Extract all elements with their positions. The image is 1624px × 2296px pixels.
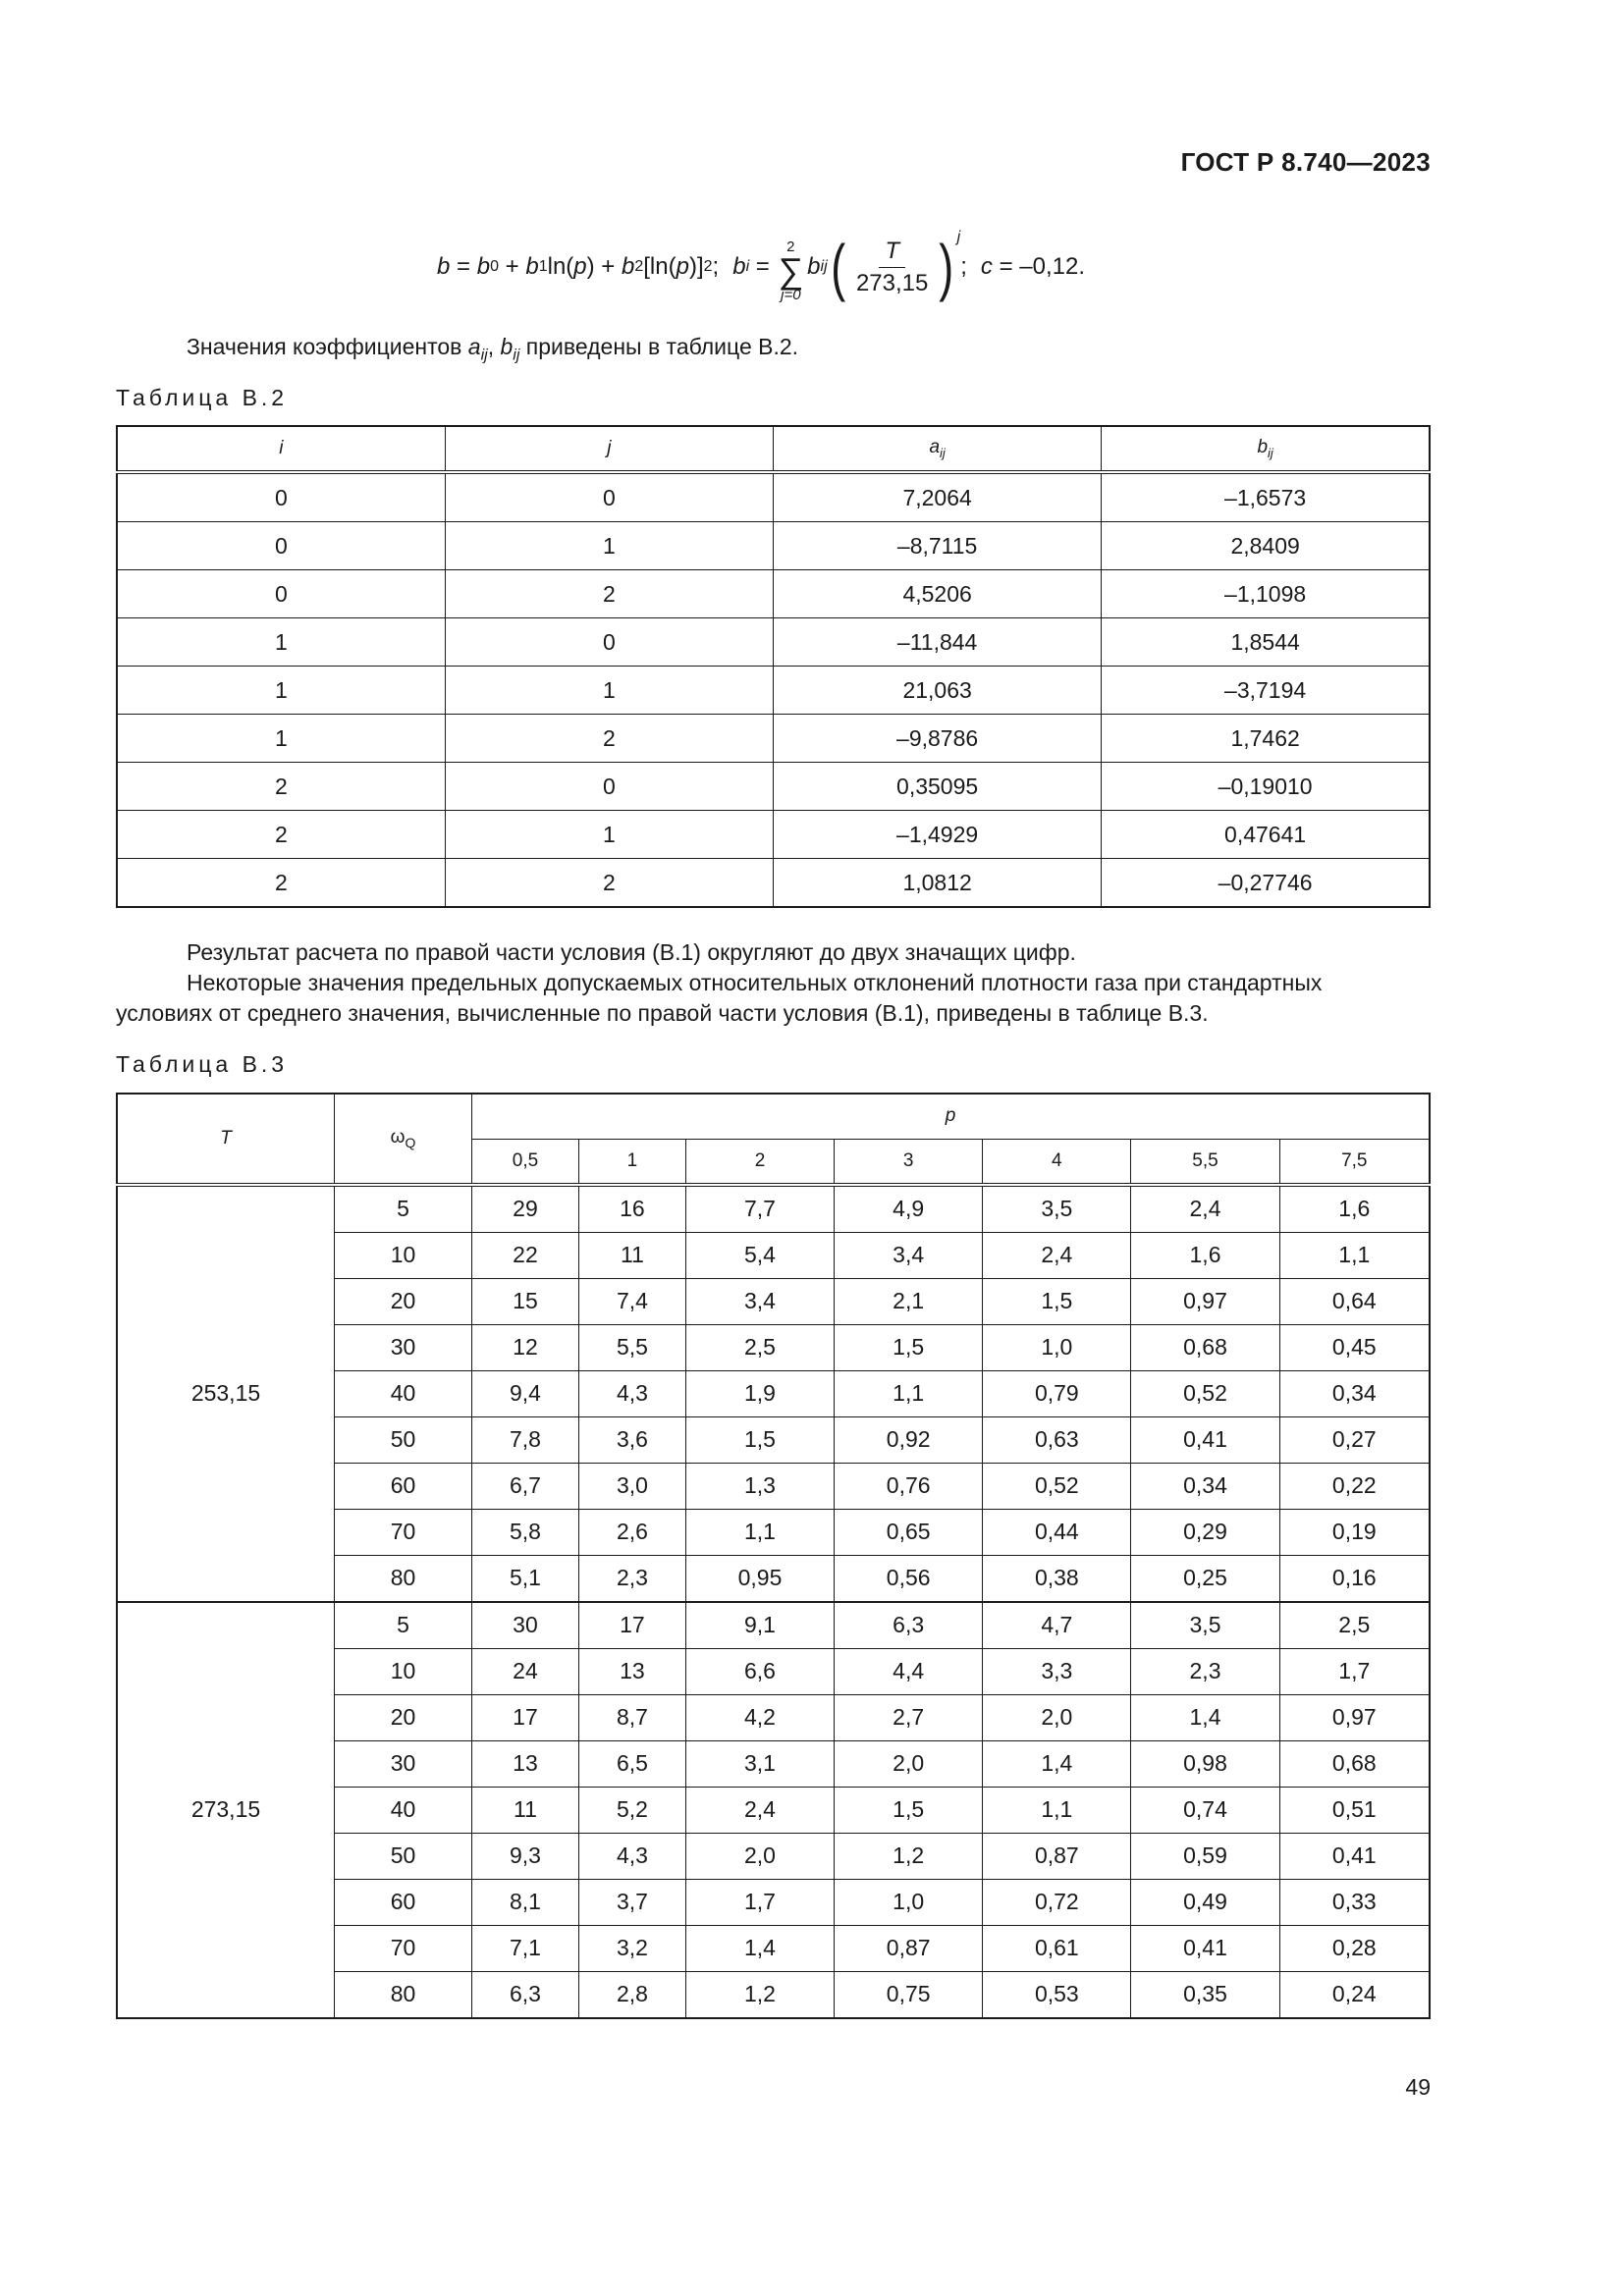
table-cell: 13 xyxy=(472,1740,579,1787)
table-b3 xyxy=(116,1093,1431,2019)
table-cell: 0,33 xyxy=(1279,1879,1430,1925)
formula-symbol: p xyxy=(573,253,587,280)
table-cell: 3,4 xyxy=(685,1278,834,1324)
column-header xyxy=(774,426,1102,472)
formula-symbol: b xyxy=(437,253,451,280)
table-cell: 0,68 xyxy=(1279,1740,1430,1787)
table-cell: 29 xyxy=(472,1185,579,1233)
table-cell: 0,47641 xyxy=(1102,811,1430,859)
table-cell: 2,4 xyxy=(1131,1185,1279,1233)
table-cell: 2,5 xyxy=(1279,1602,1430,1649)
temperature-cell: 253,15 xyxy=(117,1185,335,1602)
table-cell: 0,25 xyxy=(1131,1555,1279,1602)
pressure-header: 0,5 xyxy=(472,1139,579,1185)
table-b2 xyxy=(116,425,1431,908)
table-cell: 0,64 xyxy=(1279,1278,1430,1324)
table-cell: 0 xyxy=(117,570,445,618)
table-cell: 24 xyxy=(472,1648,579,1694)
formula-exponent: j xyxy=(956,229,961,245)
table-cell: 6,7 xyxy=(472,1463,579,1509)
table-cell: 5,8 xyxy=(472,1509,579,1555)
formula-symbol: p xyxy=(676,253,689,280)
temperature-cell: 273,15 xyxy=(117,1602,335,2018)
formula-separator: ; xyxy=(712,253,720,280)
table-cell: 3,3 xyxy=(983,1648,1131,1694)
table-cell: 21,063 xyxy=(774,667,1102,715)
table-cell: 0,27 xyxy=(1279,1416,1430,1463)
table-cell: 3,5 xyxy=(1131,1602,1279,1649)
table-row xyxy=(117,715,1430,763)
table-cell: 1,3 xyxy=(685,1463,834,1509)
fraction-denominator: 273,15 xyxy=(855,269,929,296)
table-cell: 2 xyxy=(117,763,445,811)
omega-cell: 60 xyxy=(335,1463,472,1509)
fraction xyxy=(850,238,934,297)
formula-symbol: b xyxy=(622,253,635,280)
table-cell: 5,5 xyxy=(578,1324,685,1370)
column-header-p xyxy=(472,1094,1431,1139)
table-b2-body xyxy=(117,472,1430,907)
header-label: i xyxy=(279,438,284,458)
header-subscript: ij xyxy=(940,445,946,460)
formula-subscript: ij xyxy=(513,347,520,364)
omega-cell: 70 xyxy=(335,1925,472,1971)
table-cell: 2,1 xyxy=(835,1278,983,1324)
table-cell: 2,3 xyxy=(1131,1648,1279,1694)
table-cell: 6,3 xyxy=(835,1602,983,1649)
table-cell: 7,7 xyxy=(685,1185,834,1233)
table-row xyxy=(117,859,1430,908)
column-header xyxy=(445,426,773,472)
sum-symbol: ∑ xyxy=(778,250,804,291)
formula-symbol: b xyxy=(732,253,746,280)
table-cell: 0,76 xyxy=(835,1463,983,1509)
table-cell: 2 xyxy=(445,715,773,763)
paragraph-values-line1: Некоторые значения предельных допускаемых относительных отклонений плотности газа при стандартных xyxy=(187,970,1323,995)
omega-cell: 20 xyxy=(335,1278,472,1324)
table-cell: –9,8786 xyxy=(774,715,1102,763)
table-cell: 1,7 xyxy=(1279,1648,1430,1694)
table-cell: 2,8409 xyxy=(1102,522,1430,570)
table-cell: 2,5 xyxy=(685,1324,834,1370)
table-cell: 0,34 xyxy=(1279,1370,1430,1416)
table-cell: 11 xyxy=(472,1787,579,1833)
table-cell: 0 xyxy=(117,522,445,570)
table-cell: –1,4929 xyxy=(774,811,1102,859)
table-cell: 0,28 xyxy=(1279,1925,1430,1971)
omega-cell: 40 xyxy=(335,1787,472,1833)
table-cell: 3,1 xyxy=(685,1740,834,1787)
table-cell: 1,1 xyxy=(685,1509,834,1555)
header-label: $b_{ij}$ xyxy=(1257,437,1273,460)
formula-b xyxy=(437,229,1085,303)
intro-text: Значения коэффициентов xyxy=(187,334,468,359)
table-cell: 22 xyxy=(472,1232,579,1278)
table-cell: 0,19 xyxy=(1279,1509,1430,1555)
table-cell: –3,7194 xyxy=(1102,667,1430,715)
table-cell: 6,5 xyxy=(578,1740,685,1787)
formula-symbol: b xyxy=(525,253,539,280)
table-cell: 0 xyxy=(117,472,445,522)
table-cell: 3,2 xyxy=(578,1925,685,1971)
table-cell: 1,5 xyxy=(835,1324,983,1370)
table-cell: 0,74 xyxy=(1131,1787,1279,1833)
table-cell: 0,41 xyxy=(1131,1925,1279,1971)
table-cell: 5,1 xyxy=(472,1555,579,1602)
formula-subscript: ij xyxy=(480,347,488,364)
table-cell: 1,1 xyxy=(835,1370,983,1416)
formula-symbol: a xyxy=(467,334,481,359)
table-cell: 0,56 xyxy=(835,1555,983,1602)
pressure-header: 5,5 xyxy=(1131,1139,1279,1185)
table-cell: 17 xyxy=(578,1602,685,1649)
table-cell: 7,4 xyxy=(578,1278,685,1324)
table-cell: 7,8 xyxy=(472,1416,579,1463)
table-cell: 1,0 xyxy=(983,1324,1131,1370)
table-row xyxy=(117,618,1430,667)
table-cell: 0,41 xyxy=(1279,1833,1430,1879)
table-cell: 1 xyxy=(117,715,445,763)
table-cell: 0,22 xyxy=(1279,1463,1430,1509)
table-cell: 4,3 xyxy=(578,1833,685,1879)
table-cell: 7,2064 xyxy=(774,472,1102,522)
table-cell: 0,51 xyxy=(1279,1787,1430,1833)
formula-symbol: b xyxy=(807,253,821,280)
table-cell: 0,61 xyxy=(983,1925,1131,1971)
omega-cell: 40 xyxy=(335,1370,472,1416)
table-cell: 4,5206 xyxy=(774,570,1102,618)
header-subscript: ij xyxy=(1268,445,1273,460)
table-b3-caption: Таблица В.3 xyxy=(116,1051,289,1077)
table-cell: 0,45 xyxy=(1279,1324,1430,1370)
pressure-header: 7,5 xyxy=(1279,1139,1430,1185)
table-cell: 2 xyxy=(117,811,445,859)
table-cell: 0,24 xyxy=(1279,1971,1430,2018)
sum-upper-limit: 2 xyxy=(786,239,795,255)
table-cell: 12 xyxy=(472,1324,579,1370)
header-label: T xyxy=(220,1127,232,1148)
table-cell: 0 xyxy=(445,472,773,522)
table-cell: 30 xyxy=(472,1602,579,1649)
table-cell: 3,6 xyxy=(578,1416,685,1463)
table-cell: 0,44 xyxy=(983,1509,1131,1555)
paren-open: ( xyxy=(830,232,845,302)
table-cell: 0,75 xyxy=(835,1971,983,2018)
table-row xyxy=(117,1185,1430,1233)
table-cell: 8,1 xyxy=(472,1879,579,1925)
intro-paragraph xyxy=(187,332,798,371)
table-cell: 0,72 xyxy=(983,1879,1131,1925)
table-cell: 0,63 xyxy=(983,1416,1131,1463)
table-cell: 1 xyxy=(445,667,773,715)
table-b2-caption: Таблица В.2 xyxy=(116,385,289,410)
table-cell: 0,97 xyxy=(1131,1278,1279,1324)
table-cell: 0,65 xyxy=(835,1509,983,1555)
table-cell: 0 xyxy=(445,763,773,811)
formula-text: [ln( xyxy=(643,253,677,280)
formula-symbol: b xyxy=(476,253,491,280)
pressure-header: 2 xyxy=(685,1139,834,1185)
omega-cell: 50 xyxy=(335,1416,472,1463)
paren-close: ) xyxy=(939,232,954,302)
formula-subscript: 2 xyxy=(634,258,644,275)
table-cell: 9,4 xyxy=(472,1370,579,1416)
table-cell: 0,35 xyxy=(1131,1971,1279,2018)
formula-operator: + xyxy=(498,253,526,280)
table-cell: 1 xyxy=(445,522,773,570)
pressure-header: 3 xyxy=(835,1139,983,1185)
table-cell: 0 xyxy=(445,618,773,667)
table-cell: –1,6573 xyxy=(1102,472,1430,522)
table-cell: 8,7 xyxy=(578,1694,685,1740)
table-cell: 3,0 xyxy=(578,1463,685,1509)
table-cell: 5,4 xyxy=(685,1232,834,1278)
omega-cell: 70 xyxy=(335,1509,472,1555)
table-cell: 1,4 xyxy=(983,1740,1131,1787)
table-cell: 5,2 xyxy=(578,1787,685,1833)
summation xyxy=(779,240,804,302)
table-cell: 3,4 xyxy=(835,1232,983,1278)
table-cell: 1,4 xyxy=(685,1925,834,1971)
formula-subscript: i xyxy=(745,258,750,275)
column-header-omega xyxy=(335,1094,472,1185)
table-cell: 0,95 xyxy=(685,1555,834,1602)
table-cell: 2 xyxy=(445,570,773,618)
table-cell: 1,6 xyxy=(1279,1185,1430,1233)
table-cell: 0,92 xyxy=(835,1416,983,1463)
table-cell: 13 xyxy=(578,1648,685,1694)
table-cell: 0,35095 xyxy=(774,763,1102,811)
table-cell: 0,52 xyxy=(1131,1370,1279,1416)
table-cell: 2,4 xyxy=(685,1787,834,1833)
table-cell: 0,53 xyxy=(983,1971,1131,2018)
formula-subscript: ij xyxy=(820,258,828,275)
table-cell: 6,6 xyxy=(685,1648,834,1694)
table-row xyxy=(117,763,1430,811)
table-cell: 2,7 xyxy=(835,1694,983,1740)
table-cell: 0,87 xyxy=(983,1833,1131,1879)
column-header xyxy=(117,426,445,472)
table-cell: 0,16 xyxy=(1279,1555,1430,1602)
pressure-header: 1 xyxy=(578,1139,685,1185)
table-b3-body xyxy=(117,1185,1430,2018)
table-cell: 0,97 xyxy=(1279,1694,1430,1740)
omega-symbol: ω xyxy=(390,1126,406,1148)
table-cell: 1 xyxy=(445,811,773,859)
omega-cell: 5 xyxy=(335,1602,472,1649)
table-cell: 1,1 xyxy=(983,1787,1131,1833)
table-cell: –0,19010 xyxy=(1102,763,1430,811)
formula-text: ln( xyxy=(547,253,574,280)
table-cell: 4,9 xyxy=(835,1185,983,1233)
table-cell: 3,5 xyxy=(983,1185,1131,1233)
table-cell: 1,0812 xyxy=(774,859,1102,908)
table-row xyxy=(117,522,1430,570)
table-cell: 1,5 xyxy=(983,1278,1131,1324)
omega-cell: 20 xyxy=(335,1694,472,1740)
table-cell: 9,1 xyxy=(685,1602,834,1649)
table-cell: 6,3 xyxy=(472,1971,579,2018)
omega-cell: 30 xyxy=(335,1740,472,1787)
table-cell: 1,4 xyxy=(1131,1694,1279,1740)
table-cell: 9,3 xyxy=(472,1833,579,1879)
omega-cell: 50 xyxy=(335,1833,472,1879)
formula-text: ) xyxy=(586,253,595,280)
omega-cell: 80 xyxy=(335,1971,472,2018)
omega-subscript: Q xyxy=(405,1134,416,1150)
formula-text: )] xyxy=(688,253,704,280)
formula-operator: = xyxy=(749,253,777,280)
document-id: ГОСТ Р 8.740—2023 xyxy=(1180,147,1431,177)
table-cell: 3,7 xyxy=(578,1879,685,1925)
table-row xyxy=(117,811,1430,859)
table-cell: 4,2 xyxy=(685,1694,834,1740)
table-row xyxy=(117,570,1430,618)
table-cell: 2,0 xyxy=(835,1740,983,1787)
omega-cell: 10 xyxy=(335,1648,472,1694)
table-cell: 4,3 xyxy=(578,1370,685,1416)
header-label: p xyxy=(945,1105,956,1127)
table-cell: 1,7462 xyxy=(1102,715,1430,763)
table-cell: 0,49 xyxy=(1131,1879,1279,1925)
table-cell: 0,98 xyxy=(1131,1740,1279,1787)
formula-operator: = xyxy=(450,253,477,280)
table-cell: 0,79 xyxy=(983,1370,1131,1416)
table-cell: 1,7 xyxy=(685,1879,834,1925)
table-cell: 11 xyxy=(578,1232,685,1278)
table-cell: 2,4 xyxy=(983,1232,1131,1278)
table-cell: 1,5 xyxy=(685,1416,834,1463)
omega-cell: 10 xyxy=(335,1232,472,1278)
table-cell: 0,29 xyxy=(1131,1509,1279,1555)
formula-operator: + xyxy=(594,253,622,280)
table-cell: 0,38 xyxy=(983,1555,1131,1602)
paragraph-values-line2: условиях от среднего значения, вычисленные по правой части условия (В.1), приведены в таблице В.3. xyxy=(116,1000,1209,1026)
table-row xyxy=(117,1602,1430,1649)
table-cell: 2,3 xyxy=(578,1555,685,1602)
page-number: 49 xyxy=(1405,2074,1431,2100)
header-label: $a_{ij}$ xyxy=(929,437,946,460)
table-cell: –1,1098 xyxy=(1102,570,1430,618)
table-cell: 4,7 xyxy=(983,1602,1131,1649)
pressure-header: 4 xyxy=(983,1139,1131,1185)
table-cell: –8,7115 xyxy=(774,522,1102,570)
table-cell: 0,52 xyxy=(983,1463,1131,1509)
formula-symbol: c xyxy=(980,253,993,280)
table-cell: 1,9 xyxy=(685,1370,834,1416)
table-row xyxy=(117,472,1430,522)
table-cell: 0,41 xyxy=(1131,1416,1279,1463)
table-cell: –11,844 xyxy=(774,618,1102,667)
table-cell: 2 xyxy=(445,859,773,908)
formula-superscript: 2 xyxy=(703,258,713,275)
sum-lower-limit: j=0 xyxy=(781,287,801,303)
table-cell: 1,2 xyxy=(685,1971,834,2018)
table-cell: 7,1 xyxy=(472,1925,579,1971)
table-cell: 1,8544 xyxy=(1102,618,1430,667)
table-row xyxy=(117,667,1430,715)
table-cell: 1,5 xyxy=(835,1787,983,1833)
table-cell: 17 xyxy=(472,1694,579,1740)
table-cell: 2 xyxy=(117,859,445,908)
formula-symbol: b xyxy=(500,334,514,359)
omega-cell: 60 xyxy=(335,1879,472,1925)
fraction-numerator: T xyxy=(879,238,905,268)
table-cell: 1,2 xyxy=(835,1833,983,1879)
omega-cell: 5 xyxy=(335,1185,472,1233)
formula-text: = –0,12. xyxy=(992,253,1085,280)
table-cell: 2,0 xyxy=(685,1833,834,1879)
omega-cell: 80 xyxy=(335,1555,472,1602)
table-cell: 0,59 xyxy=(1131,1833,1279,1879)
table-cell: 1 xyxy=(117,667,445,715)
formula-subscript: 1 xyxy=(538,258,548,275)
table-cell: 2,8 xyxy=(578,1971,685,2018)
intro-text: , xyxy=(487,334,501,359)
omega-cell: 30 xyxy=(335,1324,472,1370)
table-cell: 2,0 xyxy=(983,1694,1131,1740)
intro-text: приведены в таблице В.2. xyxy=(519,334,799,359)
table-cell: 15 xyxy=(472,1278,579,1324)
table-cell: 1,1 xyxy=(1279,1232,1430,1278)
formula-separator: ; xyxy=(960,253,967,280)
header-label: j xyxy=(607,438,612,458)
table-cell: –0,27746 xyxy=(1102,859,1430,908)
column-header xyxy=(1102,426,1430,472)
table-cell: 1,0 xyxy=(835,1879,983,1925)
table-cell: 0,68 xyxy=(1131,1324,1279,1370)
column-header-T xyxy=(117,1094,335,1185)
table-cell: 1,6 xyxy=(1131,1232,1279,1278)
table-cell: 0,87 xyxy=(835,1925,983,1971)
table-cell: 0,34 xyxy=(1131,1463,1279,1509)
table-cell: 4,4 xyxy=(835,1648,983,1694)
paragraph-rounding: Результат расчета по правой части условия (В.1) округляют до двух значащих цифр. xyxy=(187,939,1076,965)
table-cell: 1 xyxy=(117,618,445,667)
table-cell: 2,6 xyxy=(578,1509,685,1555)
table-cell: 16 xyxy=(578,1185,685,1233)
formula-subscript: 0 xyxy=(490,258,499,275)
